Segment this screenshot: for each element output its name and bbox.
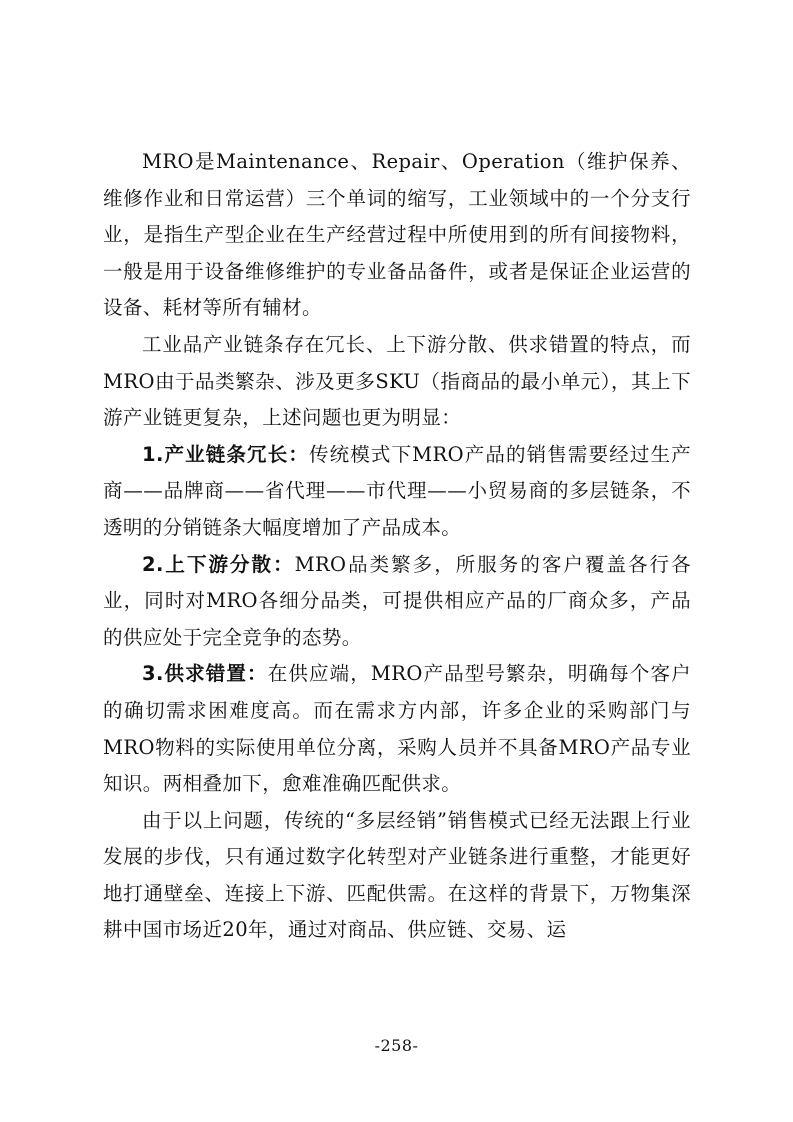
- paragraph-lead: 1.产业链条冗长：: [142, 442, 309, 466]
- paragraph-text: MRO品类繁多，所服务的客户覆盖各行各业，同时对MRO各细分品类，可提供相应产品的厂商众多，产品的供应处于完全竞争的态势。: [103, 552, 691, 649]
- paragraph-text: 在供应端，MRO产品型号繁杂，明确每个客户的确切需求困难度高。而在需求方内部，许多企业的采购部门与MRO物料的实际使用单位分离，采购人员并不具备MRO产品专业知识。两相叠加下，愈难准确匹配供求。: [103, 662, 691, 796]
- page-number: -258-: [374, 1036, 419, 1055]
- paragraph-mro-definition: [103, 144, 691, 327]
- body-text: [103, 144, 691, 949]
- paragraph-industry-chain: [103, 327, 691, 437]
- paragraph-lead: 2.上下游分散：: [142, 552, 295, 576]
- paragraph-text: 工业品产业链条存在冗长、上下游分散、供求错置的特点，而MRO由于品类繁杂、涉及更多SKU（指商品的最小单元），其上下游产业链更复杂，上述问题也更为明显：: [103, 332, 691, 430]
- paragraph-text: MRO是Maintenance、Repair、Operation（维护保养、维修作业和日常运营）三个单词的缩写，工业领域中的一个分支行业，是指生产型企业在生产经营过程中所使用到的所有间接物料，一般是用于设备维修维护的专业备品备件，或者是保证企业运营的设备、耗材等所有辅材。: [103, 150, 691, 320]
- paragraph-text: 传统模式下MRO产品的销售需要经过生产商——品牌商——省代理——市代理——小贸易商的多层链条，不透明的分销链条大幅度增加了产品成本。: [103, 442, 691, 539]
- paragraph-point-2: [103, 547, 691, 657]
- paragraph-point-3: [103, 656, 691, 802]
- paragraph-point-1: [103, 437, 691, 547]
- paragraph-lead: 3.供求错置：: [142, 662, 268, 686]
- paragraph-conclusion: [103, 803, 691, 949]
- paragraph-text: 由于以上问题，传统的“多层经销”销售模式已经无法跟上行业发展的步伐，只有通过数字化转型对产业链条进行重整，才能更好地打通壁垒、连接上下游、匹配供需。在这样的背景下，万物集深耕中国市场近20年，通过对商品、供应链、交易、运: [103, 808, 691, 942]
